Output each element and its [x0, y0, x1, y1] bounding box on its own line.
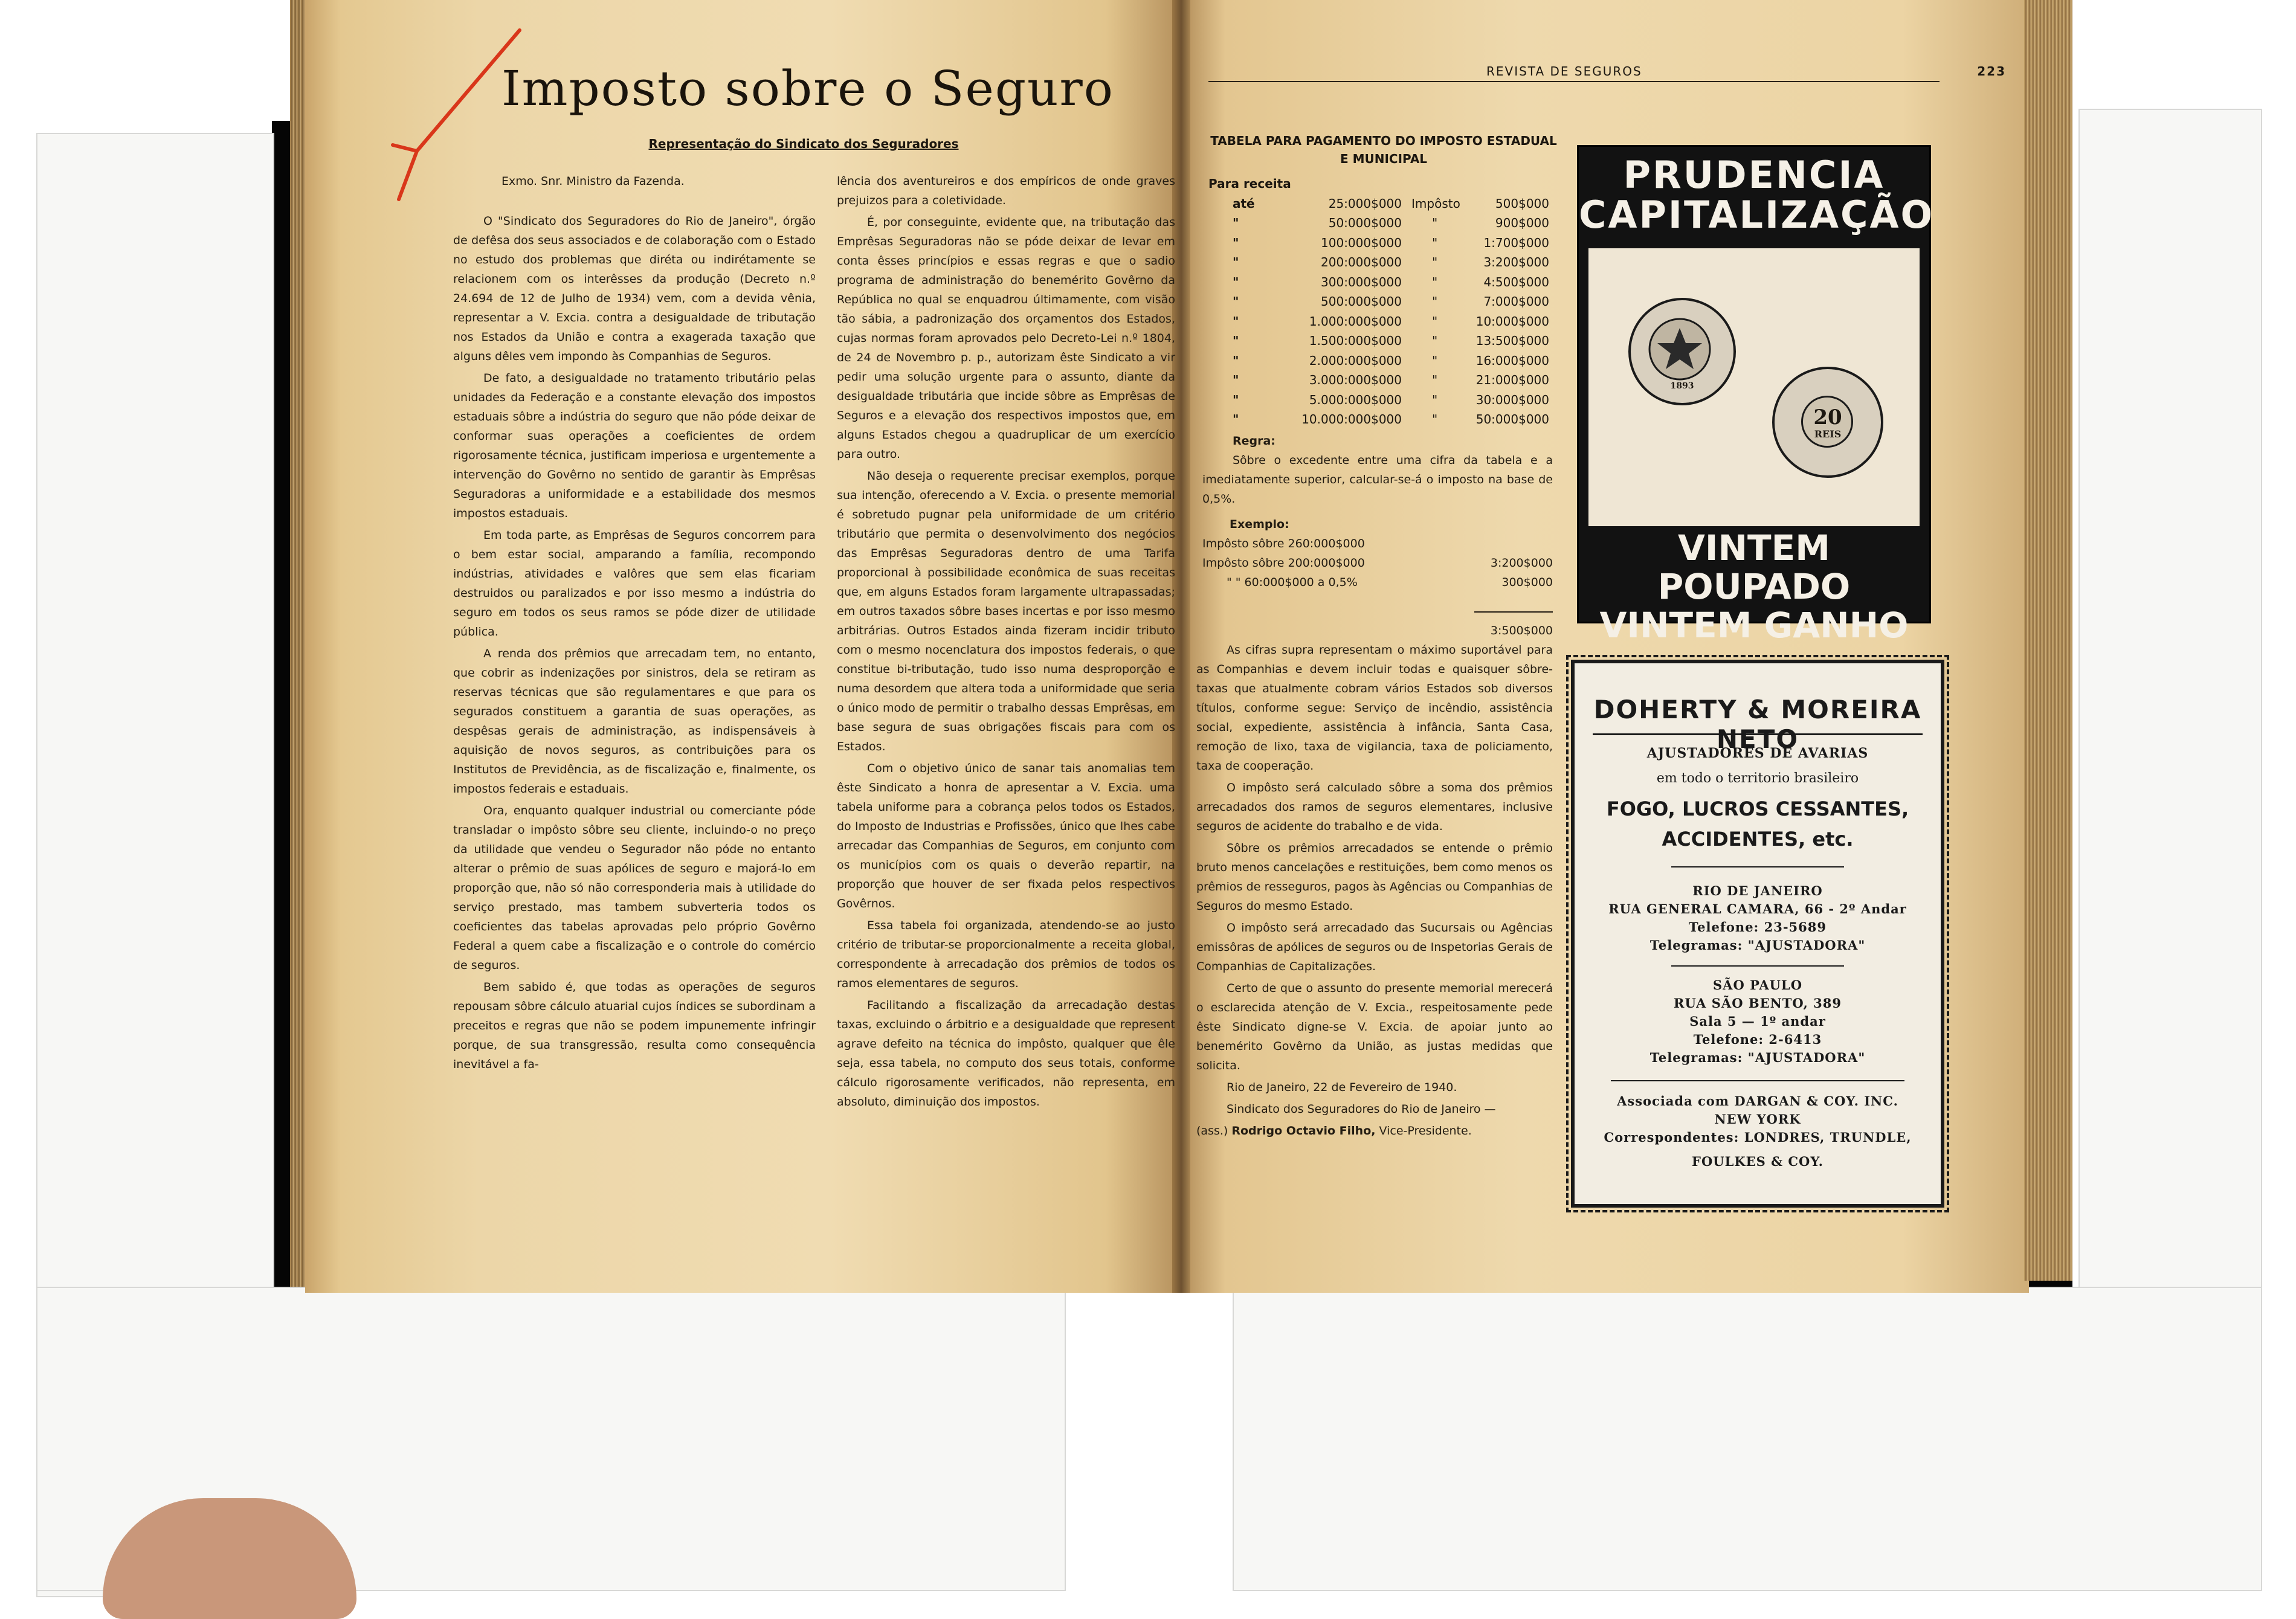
sign-org: Sindicato dos Seguradores do Rio de Janeiro — — [1227, 1102, 1496, 1116]
article-title: Imposto sobre o Seguro — [501, 60, 1114, 117]
example-line: Impôsto sôbre 260:000$000 — [1202, 537, 1365, 550]
right-page-edges — [2024, 0, 2072, 1281]
paragraph: Bem sabido é, que todas as operações de seguros repousam sôbre cálculo atuarial cujos índices se subordinam a preceitos e regras que não se podem impunemente infringir porque, de sua transgressão, resulta como consequência inevitável a fa- — [453, 980, 816, 1071]
table-row: " 200:000$000 " 3:200$000 — [1233, 255, 1549, 269]
example-value: 3:200$000 — [1490, 556, 1553, 570]
coins-panel — [1588, 248, 1920, 526]
table-row: " 1.000:000$000 " 10:000$000 — [1233, 314, 1549, 329]
regra-text: Sôbre o excedente entre uma cifra da tabela e a imediatamente superior, calcular-se-á o imposto na base de 0,5%. — [1202, 454, 1553, 506]
doherty-advertisement — [1571, 660, 1944, 1208]
article-subtitle: Representação do Sindicato dos Seguradores — [648, 137, 959, 151]
prudencia-advertisement — [1577, 145, 1935, 646]
paragraph: Em toda parte, as Emprêsas de Seguros concorrem para o bem estar social, amparando a família, recompondo indústrias, atividades e valôres que sem elas ficariam destruidos ou paralizados e por isso mesmo a indústria do seguro em todos os seus ramos se póde dizer de utilidade pública. — [453, 529, 816, 639]
ad-line: AJUSTADORES DE AVARIAS — [1646, 745, 1869, 761]
right-text-column — [1196, 640, 1553, 1143]
firm-name: DOHERTY & MOREIRA NETO — [1593, 695, 1922, 754]
sign-ass: (ass.) — [1196, 1124, 1228, 1138]
table-row: " 100:000$000 " 1:700$000 — [1233, 235, 1549, 250]
divider — [1611, 1080, 1904, 1081]
table-row: " 50:000$000 " 900$000 — [1233, 216, 1549, 230]
ad-line: ACCIDENTES, etc. — [1662, 828, 1854, 851]
signature-line — [1196, 1121, 1553, 1141]
salutation: Exmo. Snr. Ministro da Fazenda. — [501, 175, 685, 188]
table-caption: Para receita — [1208, 176, 1291, 191]
magazine-name: REVISTA DE SEGUROS — [1486, 64, 1642, 79]
ad-line: FOGO, LUCROS CESSANTES, — [1606, 797, 1909, 820]
exemplo-label: Exemplo: — [1230, 518, 1289, 531]
divider — [1671, 965, 1844, 967]
example-line: Impôsto sôbre 200:000$000 — [1202, 556, 1365, 570]
paragraph: O impôsto será arrecadado das Sucursais ou Agências emissôras de apólices de seguros ou de Inspetorias Gerais de Companhias de Capitalizações. — [1196, 921, 1553, 973]
example-line: " " 60:000$000 a 0,5% — [1227, 576, 1358, 589]
page-number: 223 — [1977, 64, 2006, 79]
sign-name: Rodrigo Octavio Filho, — [1231, 1124, 1376, 1138]
coin-20-reis-icon: 20 REIS — [1772, 367, 1883, 478]
left-column-1 — [453, 172, 816, 1077]
paragraph: lência dos aventureiros e dos empíricos de onde graves prejuizos para a coletividade. — [837, 175, 1175, 207]
table-row: " 10.000:000$000 " 50:000$000 — [1233, 412, 1549, 426]
table-row: " 1.500:000$000 " 13:500$000 — [1233, 333, 1549, 348]
ad-line: em todo o territorio brasileiro — [1656, 771, 1859, 786]
example-value: 300$000 — [1501, 576, 1553, 589]
table-title: TABELA PARA PAGAMENTO DO IMPOSTO ESTADUAL E MUNICIPAL — [1210, 134, 1557, 166]
paragraph: A renda dos prêmios que arrecadam tem, no entanto, que cobrir as indenizações por sinistros, dela se retiram as reservas técnicas que são regulamentares e que para os segurados constituem a garantia de suas operações, as despêsas gerais de administração, as indispensáveis à aquisição de novos seguros, as contribuições para os Institutos de Previdência, as de fiscalização e, finalmente, os impostos federais e estaduais. — [453, 647, 816, 796]
table-row: " 300:000$000 " 4:500$000 — [1233, 274, 1549, 289]
sign-role: Vice-Presidente. — [1379, 1124, 1472, 1138]
running-head — [1208, 62, 2006, 82]
table-row: " 5.000:000$000 " 30:000$000 — [1233, 392, 1549, 407]
paragraph: Ora, enquanto qualquer industrial ou comerciante póde transladar o impôsto sôbre seu cliente, incluindo-o no preço da utilidade que vendeu o Segurador não póde no entanto alterar o prêmio de suas apólices de seguro e majorá-lo em proporção que, não só não corresponderia mais à utilidade do serviço prestado, mas tambem subverteria todos os coeficientes das tabelas aprovadas pelo próprio Govêrno Federal a quem cabe a fiscalização e o controle do comércio de seguros. — [453, 804, 816, 972]
example-total: 3:500$000 — [1490, 624, 1553, 637]
paragraph: O impôsto será calculado sôbre a soma dos prêmios arrecadados dos ramos de seguros elementares, inclusive seguros de acidente do trabalho e de vida. — [1196, 781, 1553, 833]
paragraph: Sôbre os prêmios arrecadados se entende o prêmio bruto menos cancelações e restituições, bem como menos os prêmios de resseguros, pagos às Agências ou Companhias de Seguros do mesmo Estado. — [1196, 842, 1553, 913]
table-row: " 2.000:000$000 " 16:000$000 — [1233, 353, 1549, 368]
paragraph: Facilitando a fiscalização da arrecadação destas taxas, excluindo o árbitrio e a desigualdade que represent agrave defeito na técnica do impôsto, qualquer que êle seja, essa tabela, no computo dos seus totais, conforme cálculo rigorosamente verificados, não representa, em absoluto, diminuição dos impostos. — [837, 999, 1175, 1109]
regra-label: Regra: — [1233, 434, 1275, 448]
table-row: " 500:000$000 " 7:000$000 — [1233, 294, 1549, 309]
tax-table — [1202, 174, 1565, 430]
paragraph: De fato, a desigualdade no tratamento tributário pelas unidades da Federação e a constante elevação dos impostos estaduais sôbre a indústria do seguro que não póde deixar de conformar suas operações a coeficientes de ordem rigorosamente técnica, justificam imperiosa e urgentemente a intervenção do Govêrno no sentido de garantir às Emprêsas Seguradoras a uniformidade e a estabilidade dos mesmos impostos estaduais. — [453, 372, 816, 520]
paragraph: Não deseja o requerente precisar exemplos, porque sua intenção, oferecendo a V. Excia. o presente memorial é sobretudo pugnar pela uniformidade de um critério tributário que permita o desenvolvimento dos negócios das Emprêsas Seguradoras dentro de uma Tarifa proporcional à possibilidade econômica de suas receitas que, em alguns Estados foram largamente ultrapassadas; em outros taxados sôbre bases incertas e por isso mesmo arbitrárias. Outros Estados ainda fizeram incidir tributo com o mesmo nocenclatura dos impostos federais, o que constitue bi-tributação, tudo isso numa desproporção e numa desordem que altera toda a uniformidade que seria o único modo de permitir o trabalho dessas Emprêsas, em base segura de suas obrigações fiscais para com os Estados. — [837, 469, 1175, 753]
sum-rule — [1474, 611, 1553, 613]
sp-address: SÃO PAULO RUA SÃO BENTO, 389 Sala 5 — 1º andar Telefone: 2-6413 Telegramas: "AJUSTADORA" — [1649, 977, 1866, 1065]
ad-headline: PRUDENCIA CAPITALIZAÇÃO — [1579, 153, 1935, 237]
paragraph: Essa tabela foi organizada, atendendo-se ao justo critério de tributar-se proporcionalmente a receita global, correspondente à arrecadação dos prêmios de todos os ramos elementares de seguros. — [837, 919, 1175, 990]
table-row: até 25:000$000 Impôsto 500$000 — [1233, 196, 1549, 211]
paragraph: O "Sindicato dos Seguradores do Rio de Janeiro", órgão de defêsa dos seus associados e de colaboração com o Estado no estudo dos problemas que diréta ou indirétamente se relacionem com os interêsses da produção (Decreto n.º 24.694 de 12 de Julho de 1934) vem, com a devida vênia, representar a V. Excia. contra a desigualdade de tributação nos Estados da União e contra a exagerada taxação que alguns dêles vem impondo às Companhias de Seguros. — [453, 214, 816, 363]
paragraph: Certo de que o assunto do presente memorial merecerá o esclarecida atenção de V. Excia., respeitosamente pede êste Sindicato digne-se V. Excia. de apoiar junto ao benemérito Govêrno da União, as justas medidas que solicita. — [1196, 982, 1553, 1072]
associates: Associada com DARGAN & COY. INC. NEW YORK Correspondentes: LONDRES, TRUNDLE, FOULKES & COY. — [1604, 1093, 1912, 1169]
divider — [1671, 866, 1844, 867]
paragraph: As cifras supra representam o máximo suportável para as Companhias e devem incluir todas e quaisquer sôbre-taxas que atualmente cobram vários Estados sob diversos títulos, conforme segue: Serviço de incêndio, assistência social, expediente, assistência à infância, Santa Casa, remoção de lixo, taxa de vigilancia, taxa de policiamento, taxa de cooperação. — [1196, 643, 1553, 773]
sign-date: Rio de Janeiro, 22 de Fevereiro de 1940. — [1227, 1081, 1457, 1094]
rio-address: RIO DE JANEIRO RUA GENERAL CAMARA, 66 - 2º Andar Telefone: 23-5689 Telegramas: "AJUSTADORA" — [1608, 883, 1907, 953]
paragraph: Com o objetivo único de sanar tais anomalias tem êste Sindicato a honra de apresentar a V. Excia. uma tabela uniforme para a cobrança pelos todos os Estados, do Imposto de Industrias e Profissões, único que lhes cabe arrecadar das Companhias de Seguros, em conjunto com os municípios com os quais o deverão repartir, na proporção que houver de ser fixada pelos respectivos Govêrnos. — [837, 762, 1175, 910]
paragraph: É, por conseguinte, evidente que, na tributação das Emprêsas Seguradoras não se póde deixar de levar em conta êsses princípios e essas regras e que o sadio programa de administração do benemérito Govêrno da República no qual se enquadrou últimamente, com visão tão sábia, a padronização dos orçamentos dos Estados, cujas normas foram aprovados pelo Decreto-Lei n.º 1804, de 24 de Novembro p. p., autorizam êste Sindicato a vir pedir uma solução urgente para o assunto, diante da desigualdade tributária que incide sôbre as Emprêsas de Seguros e a elevação dos respectivos impostos que, em alguns Estados chegou a quadruplicar de um exercício para outro. — [837, 216, 1175, 461]
left-column-2 — [837, 172, 1175, 1114]
table-row: " 3.000:000$000 " 21:000$000 — [1233, 373, 1549, 387]
bottom-right-board — [1233, 1287, 2262, 1591]
ad-slogan: VINTEM POUPADO VINTEM GANHO — [1599, 527, 1909, 646]
coin-icon: 1893 — [1628, 298, 1736, 405]
divider — [1593, 733, 1923, 735]
